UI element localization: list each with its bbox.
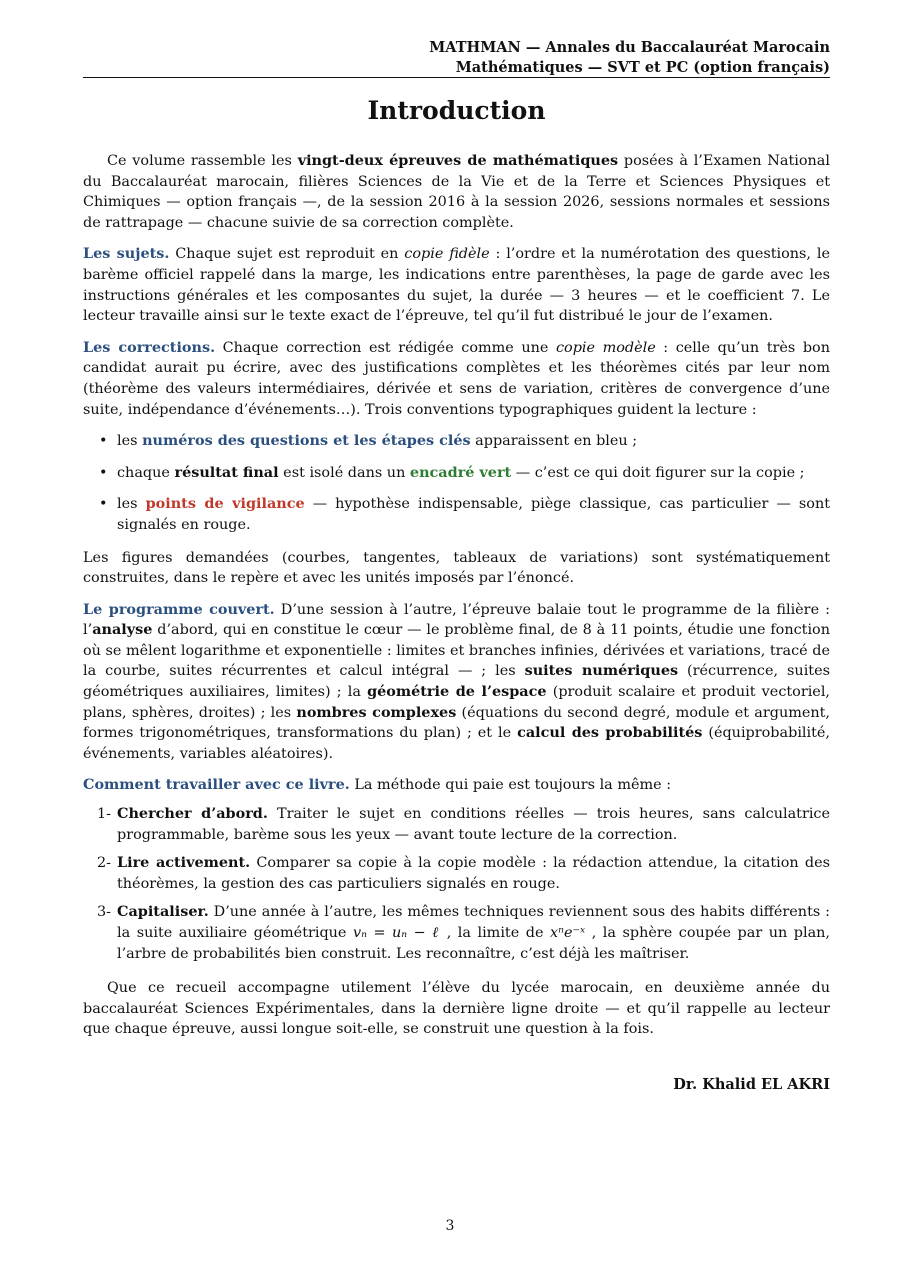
closing-paragraph: Que ce recueil accompagne utilement l’élève du lycée marocain, en deuxième année du baccalauréat Sciences Expérimentales, dans la dernière ligne droite — et qu’il rappelle au lecteur que chaque épreuve, aussi longue soit-elle, se construit une question à la fois. <box>83 980 830 1038</box>
list-item <box>83 463 830 484</box>
method-steps <box>83 804 830 964</box>
programme-text-5: (équations du second degré, module et argument, formes trigonométriques, transformations du plan) ; et le <box>83 704 830 742</box>
list-item <box>83 902 830 964</box>
page-title: Introduction <box>367 96 546 125</box>
bullet-3-pre: les <box>117 496 146 513</box>
sujets-italic: copie fidèle <box>404 246 490 263</box>
header-line-1: MATHMAN — Annales du Baccalauréat Marocain <box>429 39 830 56</box>
programme-text-3: (récurrence, suites géométriques auxiliaires, limites) ; la <box>83 663 830 701</box>
programme-text-6: (équiprobabilité, événements, variables aléatoires). <box>83 725 830 762</box>
bullet-2-pre: chaque <box>117 464 175 481</box>
programme-heading: Le programme couvert. <box>83 600 275 618</box>
list-item <box>83 494 830 535</box>
programme-paragraph <box>83 600 830 765</box>
programme-bold-4: nombres complexes <box>296 703 457 721</box>
corrections-paragraph <box>83 338 830 420</box>
step-number: 3- <box>97 904 112 921</box>
travailler-heading: Comment travailler avec ce livre. <box>83 776 350 794</box>
step-title: Chercher d’abord. <box>117 805 268 823</box>
header-line-2: Mathématiques — SVT et PC (option français) <box>455 59 830 76</box>
programme-text-4: (produit scalaire et produit vectoriel, plans, sphères, droites) ; les <box>83 684 830 721</box>
bullet-1-post: apparaissent en bleu ; <box>470 433 638 450</box>
intro-paragraph <box>83 151 830 233</box>
programme-text-1: D’une session à l’autre, l’épreuve balaie tout le programme de la filière : l’ <box>83 601 831 639</box>
programme-bold-3: géométrie de l’espace <box>367 683 547 701</box>
step-title: Capitaliser. <box>117 903 209 921</box>
bullet-3-post: — hypothèse indispensable, piège classique, cas particulier — sont signalés en rouge. <box>117 496 830 533</box>
math-formula-vn: vₙ = uₙ − ℓ <box>352 925 441 941</box>
running-header <box>83 38 830 78</box>
step-text-b: , la limite de <box>440 925 550 941</box>
sujets-text-1: Chaque sujet est reproduit en <box>169 246 405 263</box>
programme-bold-1: analyse <box>92 621 153 639</box>
bullet-2-bold: résultat final <box>174 463 279 481</box>
sujets-text-2: : l’ordre et la numérotation des questions, le barème officiel rappelé dans la marge, les indications entre parenthèses, la page de garde avec les instructions générales et les composantes du sujet, la durée — 3 heures — et le coefficient 7. Le lecteur travaille ainsi sur le texte exact de l’épreuve, tel qu’il fut distribué le jour de l’examen. <box>83 246 830 325</box>
step-text-c: , la sphère coupée par un plan, l’arbre de probabilités bien construit. Les reconnaître, c’est déjà les maîtriser. <box>117 925 831 962</box>
step-text: Comparer sa copie à la copie modèle : la rédaction attendue, la citation des théorèmes, la gestion des cas particuliers signalés en rouge. <box>117 855 831 892</box>
intro-bold-1: vingt-deux épreuves de mathématiques <box>297 152 619 169</box>
bullet-marker: • <box>99 496 108 513</box>
figures-paragraph: Les figures demandées (courbes, tangentes, tableaux de variations) sont systématiquement construites, dans le repère et avec les unités imposés par l’énoncé. <box>83 549 830 587</box>
programme-text-2: d’abord, qui en constitue le cœur — le problème final, de 8 à 11 points, étudie une fonction où se mêlent logarithme et exponentielle : limites et branches infinies, dérivées et variations, tracé de la courbe, suites récurrentes et calcul intégral — ; les <box>83 622 830 680</box>
sujets-heading: Les sujets. <box>83 245 170 263</box>
list-item <box>83 853 830 894</box>
intro-text-2: posées à l’Examen National du Baccalauréat marocain, filières Sciences de la Vie et de la Terre et Sciences Physiques et Chimiques — option français —, de la session 2016 à la session 2026, sessions normales et sessions de rattrapage — chacune suivie de sa correction complète. <box>83 153 830 231</box>
sujets-paragraph <box>83 244 830 326</box>
author-signature: Dr. Khalid EL AKRI <box>673 1076 830 1093</box>
step-number: 1- <box>97 806 112 823</box>
travailler-paragraph <box>83 775 830 796</box>
corrections-text-1: Chaque correction est rédigée comme une <box>215 339 556 356</box>
step-title: Lire activement. <box>117 854 251 872</box>
bullet-2-highlight: encadré vert <box>409 463 512 481</box>
intro-text-1: Ce volume rassemble les <box>107 153 298 169</box>
bullet-1-pre: les <box>117 433 143 450</box>
bullet-1-highlight: numéros des questions et les étapes clés <box>142 432 471 450</box>
corrections-italic: copie modèle <box>555 339 656 356</box>
bullet-marker: • <box>99 464 108 481</box>
bullet-3-highlight: points de vigilance <box>145 495 305 513</box>
step-text-a: D’une année à l’autre, les mêmes techniques reviennent sous des habits différents : la suite auxiliaire géométrique <box>117 904 830 941</box>
travailler-text: La méthode qui paie est toujours la même : <box>349 777 672 794</box>
programme-bold-5: calcul des probabilités <box>517 724 703 742</box>
body-text <box>83 151 830 1051</box>
bullet-2-mid: est isolé dans un <box>278 464 410 481</box>
page-number: 3 <box>445 1218 455 1234</box>
corrections-text-2: : celle qu’un très bon candidat aurait pu écrire, avec des justifications complètes et les théorèmes cités par leur nom (théorème des valeurs intermédiaires, dérivée et sens de variation, critères de convergence d’une suite, indépendance d’événements…). Trois conventions typographiques guident la lecture : <box>83 339 830 418</box>
header-rule <box>83 77 830 78</box>
list-item <box>83 804 830 845</box>
bullet-marker: • <box>99 433 108 450</box>
step-number: 2- <box>97 855 112 872</box>
corrections-heading: Les corrections. <box>83 338 216 356</box>
list-item <box>83 431 830 452</box>
step-text: Traiter le sujet en conditions réelles — trois heures, sans calculatrice programmable, barème sous les yeux — avant toute lecture de la correction. <box>117 806 830 843</box>
conventions-list <box>83 431 830 535</box>
programme-bold-2: suites numériques <box>524 662 679 680</box>
bullet-2-post: — c’est ce qui doit figurer sur la copie ; <box>511 464 805 481</box>
math-formula-xne: xⁿe⁻ˣ <box>550 925 586 941</box>
